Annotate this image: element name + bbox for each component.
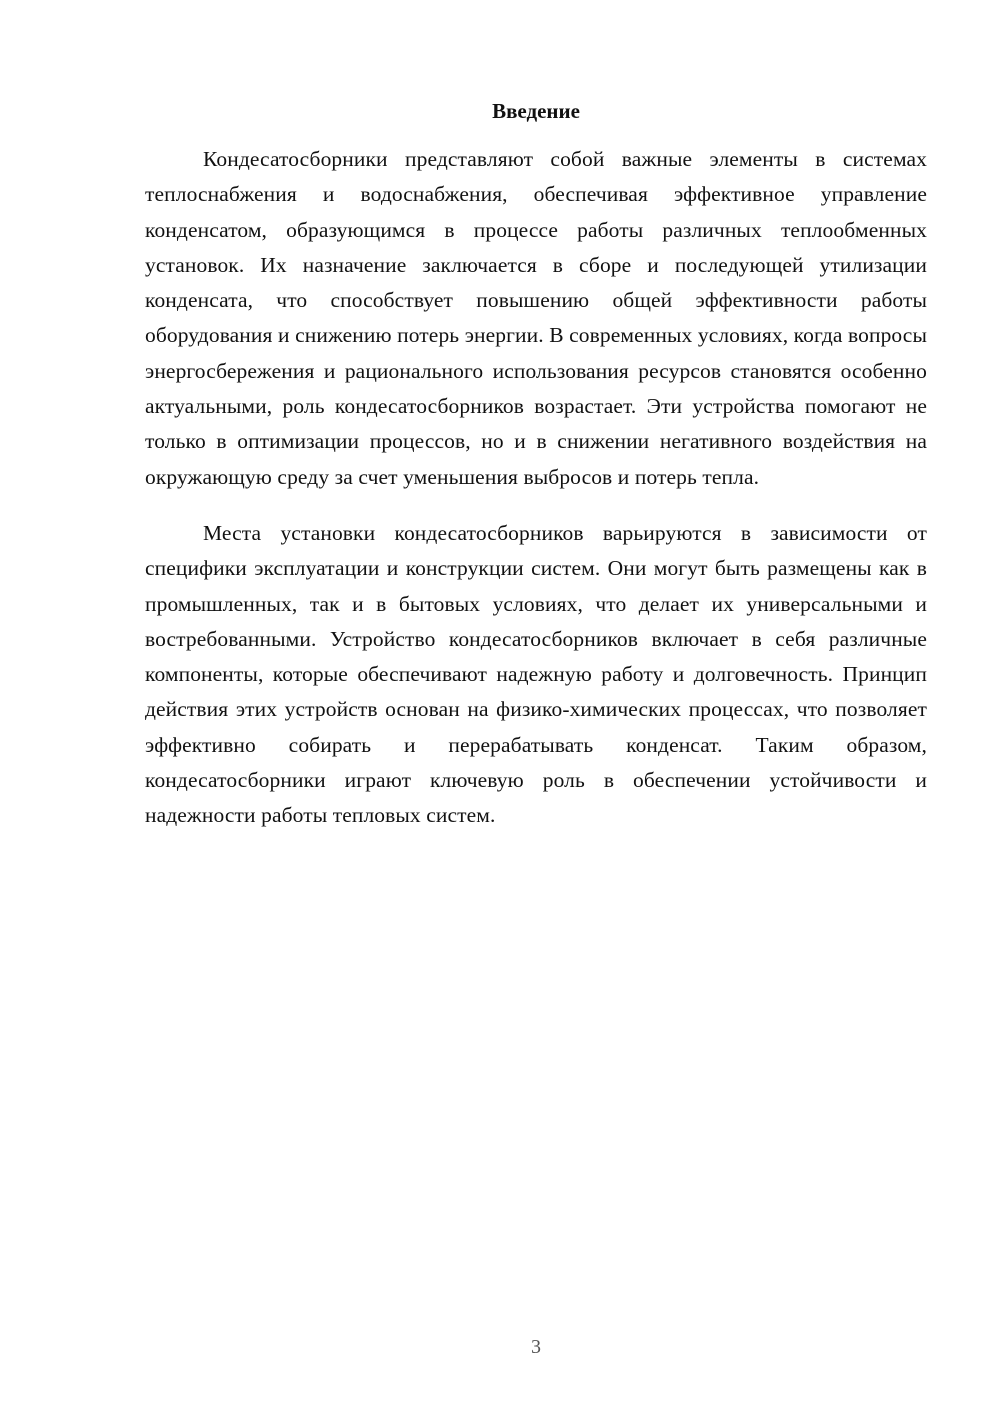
paragraph-2: Места установки кондесатосборников варьируются в зависимости от специфики эксплуатации и конструкции систем. Они могут быть размещены как в промышленных, так и в бытовых условиях, что делает их универсальными и востребованными. Устройство кондесатосборников включает в себя различные компоненты, которые обеспечивают надежную работу и долговечность. Принцип действия этих устройств основан на физико-химических процессах, что позволяет эффективно собирать и перерабатывать конденсат. Таким образом, кондесатосборники играют ключевую роль в обеспечении устойчивости и надежности работы тепловых систем. bbox=[145, 520, 927, 828]
section-heading: Введение bbox=[492, 99, 580, 123]
paragraph-1: Кондесатосборники представляют собой важные элементы в системах теплоснабжения и водоснабжения, обеспечивая эффективное управление конденсатом, образующимся в процессе работы различных теплообменных установок. Их назначение заключается в сборе и последующей утилизации конденсата, что способствует повышению общей эффективности работы оборудования и снижению потерь энергии. В современных условиях, когда вопросы энергосбережения и рационального использования ресурсов становятся особенно актуальными, роль кондесатосборников возрастает. Эти устройства помогают не только в оптимизации процессов, но и в снижении негативного воздействия на окружающую среду за счет уменьшения выбросов и потерь тепла. bbox=[145, 147, 927, 489]
page-number: 3 bbox=[531, 1336, 541, 1358]
document-body bbox=[145, 142, 927, 834]
